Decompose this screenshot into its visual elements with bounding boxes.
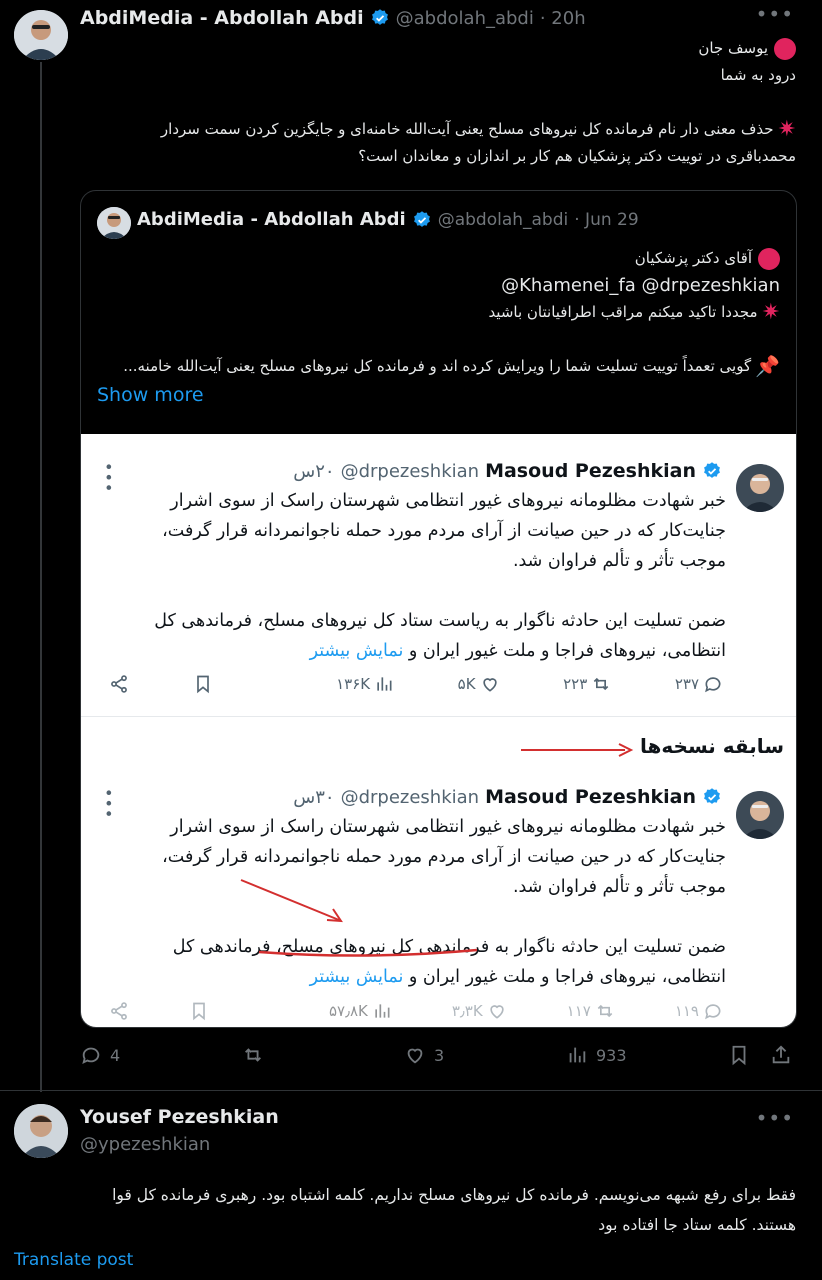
reply-line-1: فقط برای رفع شبهه می‌نویسم. فرمانده کل نیروهای مسلح نداریم. کلمه اشتباه بود. رهبری فرمانده کل قوا [112, 1186, 796, 1204]
thread-line [40, 62, 42, 1092]
post1-show-more: نمایش بیشتر [309, 641, 404, 661]
post1-line-3: موجب تأثر و تألم فراوان شد. [512, 551, 726, 571]
show-more-link[interactable]: Show more [97, 384, 204, 406]
reply-author-avatar[interactable] [14, 1104, 68, 1158]
heart-icon [487, 1001, 507, 1021]
post1-reposts: ۲۲۳ [563, 674, 611, 694]
tweet-line-4: محمدباقری در توییت دکتر پزشکیان هم کار بر اندازان و معاندان است؟ [358, 147, 796, 165]
repost-icon [242, 1044, 264, 1066]
tweet-line-3: حذف معنی دار نام فرمانده کل نیروهای مسلح یعنی آیت‌الله خامنه‌ای و جایگزین کردن سمت سردار [160, 120, 774, 138]
reply-icon [80, 1044, 102, 1066]
quote-body [90, 245, 780, 380]
post2-line-2: جنایت‌کار که در حین صیانت از آرای مردم مورد حمله ناجوانمردانه قرار گرفت، [162, 847, 726, 867]
anger-symbol-icon: ✷ [761, 299, 780, 325]
post2-show-more: نمایش بیشتر [309, 967, 404, 987]
heart-icon [404, 1044, 426, 1066]
tweet-time[interactable]: · 20h [539, 7, 586, 29]
like-button[interactable] [404, 1044, 566, 1066]
person-avatar-image [97, 207, 131, 239]
more-options-icon[interactable]: ••• [755, 2, 794, 26]
post1-replies: ۲۳۷ [675, 674, 723, 694]
verified-badge-icon [412, 210, 432, 230]
tweet-separator [0, 1090, 822, 1091]
version-history-label: سابقه نسخه‌ها [640, 734, 784, 758]
reply-line-2: هستند. کلمه ستاد جا افتاده بود [598, 1216, 796, 1234]
quote-author-handle: @abdolah_abdi [437, 209, 569, 230]
views-button[interactable] [566, 1044, 728, 1066]
verified-badge-icon [702, 787, 722, 807]
bookmark-icon [728, 1044, 750, 1066]
post2-name: Masoud Pezeshkian [485, 786, 696, 808]
more-options-icon[interactable]: ••• [755, 1106, 794, 1130]
red-circle-icon [774, 38, 796, 60]
repost-button[interactable] [242, 1044, 404, 1066]
repost-icon [591, 674, 611, 694]
post2-likes: ۳٫۳K [452, 1001, 507, 1021]
post2-views: ۵۷٫۸K [329, 1001, 392, 1021]
share-button[interactable] [770, 1044, 796, 1066]
translate-post-link[interactable]: Translate post [14, 1250, 134, 1270]
quote-header [137, 209, 639, 230]
verified-badge-icon [370, 8, 390, 28]
post1-likes: ۵K [458, 674, 500, 694]
post2-handle: @drpezeshkian [340, 786, 480, 808]
quote-author-name: AbdiMedia - Abdollah Abdi [137, 209, 406, 230]
repost-icon [595, 1001, 615, 1021]
views-icon [374, 674, 394, 694]
views-icon [566, 1044, 588, 1066]
bookmark-button[interactable] [728, 1044, 770, 1066]
post1-line-5: انتظامی، نیروهای فراجا و ملت غیور ایران و [408, 641, 726, 661]
pezeshkian-avatar [736, 791, 784, 839]
annotation-arrow-diagonal [239, 878, 349, 928]
quote-line-4: گویی تعمداً توییت تسلیت شما را ویرایش کرده اند و فرمانده کل نیروهای مسلح یعنی آیت‌الله خامنه... [123, 357, 752, 375]
tweet-body [96, 35, 796, 170]
quote-line-3: مجددا تاکید میکنم مراقب اطرافیانتان باشید [488, 303, 758, 321]
embedded-screenshot [81, 434, 797, 1028]
person-avatar-image [736, 791, 784, 839]
post2-line-1: خبر شهادت مظلومانه نیروهای غیور انتظامی شهرستان راسک از سوی اشرار [170, 817, 726, 837]
post1-body [86, 486, 726, 666]
post1-line-2: جنایت‌کار که در حین صیانت از آرای مردم مورد حمله ناجوانمردانه قرار گرفت، [162, 521, 726, 541]
post2-line-4: ضمن تسلیت این حادثه ناگوار به فرماندهی کل نیروهای مسلح، فرماندهی کل [172, 937, 726, 957]
author-name[interactable]: AbdiMedia - Abdollah Abdi [80, 7, 364, 29]
pushpin-icon: 📌 [755, 354, 780, 378]
quote-author-avatar [97, 207, 131, 239]
bookmark-icon [193, 674, 213, 694]
views-icon [372, 1001, 392, 1021]
annotation-underline [257, 946, 479, 960]
post1-line-4: ضمن تسلیت این حادثه ناگوار به ریاست ستاد کل نیروهای مسلح، فرماندهی کل [154, 611, 726, 631]
share-icon [770, 1044, 792, 1066]
post2-replies: ۱۱۹ [675, 1001, 723, 1021]
reply-icon [703, 1001, 723, 1021]
reply-button[interactable] [80, 1044, 242, 1066]
post1-name: Masoud Pezeshkian [485, 460, 696, 482]
heart-icon [480, 674, 500, 694]
quote-line-2: @Khamenei_fa @drpezeshkian [501, 275, 780, 296]
tweet-line-2: درود به شما [720, 66, 796, 84]
tweet-actions [80, 1044, 797, 1066]
quote-card[interactable] [80, 190, 797, 1028]
bookmark-icon [189, 1001, 209, 1021]
post1-header [293, 460, 722, 482]
post2-actions [109, 1001, 723, 1021]
more-options-icon: ••• [99, 788, 118, 820]
share-icon [109, 1001, 129, 1021]
post1-time: ۲۰س [293, 460, 335, 482]
author-avatar[interactable] [14, 10, 68, 60]
post2-time: ۳۰س [293, 786, 335, 808]
more-options-icon: ••• [99, 462, 118, 494]
author-handle[interactable]: @abdolah_abdi [395, 7, 534, 29]
post1-line-1: خبر شهادت مظلومانه نیروهای غیور انتظامی شهرستان راسک از سوی اشرار [170, 491, 726, 511]
like-count: 3 [434, 1045, 445, 1065]
share-icon [109, 674, 129, 694]
post2-line-3: موجب تأثر و تألم فراوان شد. [512, 877, 726, 897]
post2-reposts: ۱۱۷ [567, 1001, 615, 1021]
quote-time: · Jun 29 [574, 209, 639, 230]
person-avatar-image [14, 10, 68, 60]
view-count: 933 [596, 1045, 627, 1065]
reply-body [16, 1180, 796, 1240]
reply-author-name[interactable]: Yousef Pezeshkian [80, 1106, 279, 1128]
person-avatar-image [14, 1104, 68, 1158]
post1-handle: @drpezeshkian [340, 460, 480, 482]
verified-badge-icon [702, 461, 722, 481]
post2-header [293, 786, 722, 808]
post1-actions [109, 674, 723, 694]
pezeshkian-avatar [736, 464, 784, 512]
reply-author-handle[interactable]: @ypezeshkian [80, 1134, 211, 1155]
person-avatar-image [736, 464, 784, 512]
tweet-header [80, 4, 586, 32]
post1-views: ۱۳۶K [336, 674, 394, 694]
reply-icon [703, 674, 723, 694]
reply-count: 4 [110, 1045, 121, 1065]
post2-body [86, 812, 726, 992]
red-circle-icon [758, 248, 780, 270]
annotation-arrow-right [519, 740, 635, 760]
tweet-line-1: یوسف جان [698, 39, 768, 57]
post2-line-5: انتظامی، نیروهای فراجا و ملت غیور ایران و [408, 967, 726, 987]
anger-symbol-icon: ✷ [777, 116, 796, 142]
quote-line-1: آقای دکتر پزشکیان [634, 249, 752, 267]
screenshot-divider [81, 716, 797, 717]
